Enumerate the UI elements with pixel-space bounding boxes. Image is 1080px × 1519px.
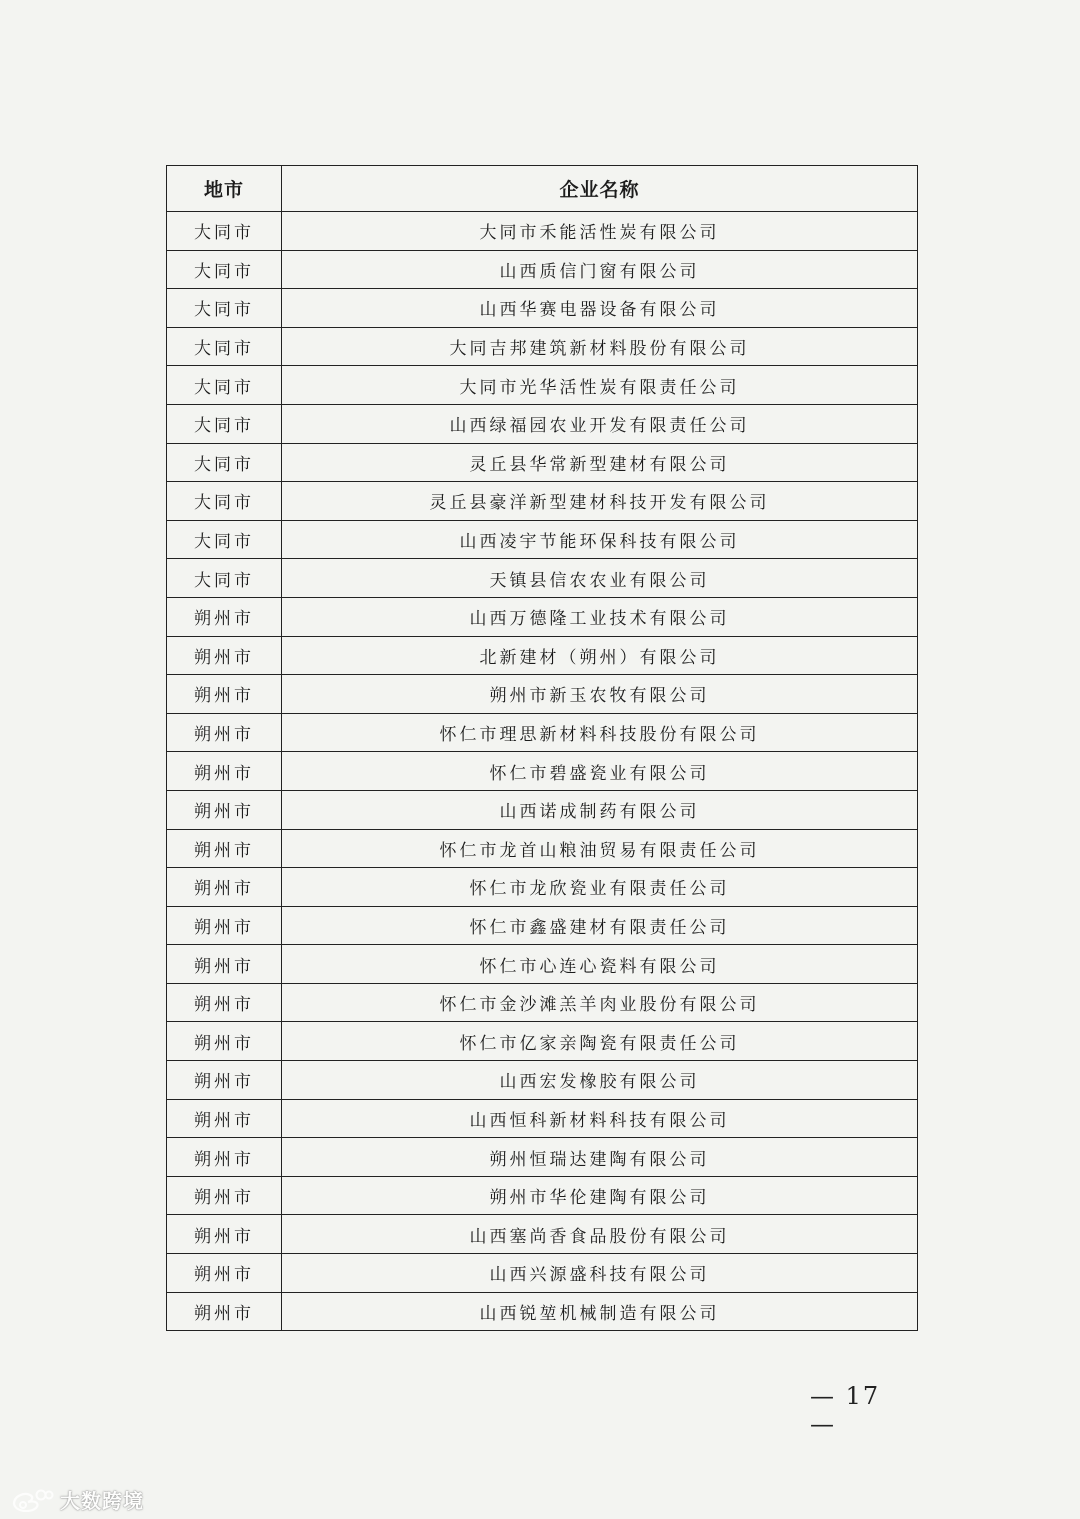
table-row bbox=[167, 366, 918, 405]
cell-city: 朔州市 bbox=[167, 945, 282, 984]
table-row bbox=[167, 1215, 918, 1254]
table-row bbox=[167, 983, 918, 1022]
cell-company: 朔州市华伦建陶有限公司 bbox=[282, 1176, 918, 1215]
cell-company: 山西锐堃机械制造有限公司 bbox=[282, 1292, 918, 1331]
cell-city: 朔州市 bbox=[167, 597, 282, 636]
cell-company: 灵丘县华常新型建材有限公司 bbox=[282, 443, 918, 482]
table-body bbox=[167, 212, 918, 1331]
cell-city: 朔州市 bbox=[167, 1176, 282, 1215]
cell-city: 朔州市 bbox=[167, 1215, 282, 1254]
cell-company: 山西诺成制药有限公司 bbox=[282, 790, 918, 829]
table-row bbox=[167, 404, 918, 443]
cell-company: 朔州市新玉农牧有限公司 bbox=[282, 675, 918, 714]
table-row bbox=[167, 1292, 918, 1331]
table-row bbox=[167, 250, 918, 289]
cell-company: 怀仁市龙欣瓷业有限责任公司 bbox=[282, 868, 918, 907]
table-row bbox=[167, 1022, 918, 1061]
cell-city: 朔州市 bbox=[167, 752, 282, 791]
cell-company: 怀仁市金沙滩羔羊肉业股份有限公司 bbox=[282, 983, 918, 1022]
table-row bbox=[167, 1099, 918, 1138]
cell-company: 山西绿福园农业开发有限责任公司 bbox=[282, 404, 918, 443]
cell-city: 朔州市 bbox=[167, 713, 282, 752]
cell-company: 山西华赛电器设备有限公司 bbox=[282, 289, 918, 328]
cell-city: 大同市 bbox=[167, 559, 282, 598]
cell-city: 大同市 bbox=[167, 443, 282, 482]
table-row bbox=[167, 829, 918, 868]
table-row bbox=[167, 1061, 918, 1100]
cell-city: 朔州市 bbox=[167, 829, 282, 868]
cell-company: 山西质信门窗有限公司 bbox=[282, 250, 918, 289]
weibo-logo-icon bbox=[10, 1486, 54, 1512]
table-row bbox=[167, 1254, 918, 1293]
header-city: 地市 bbox=[167, 166, 282, 212]
cell-city: 朔州市 bbox=[167, 1292, 282, 1331]
cell-company: 怀仁市理思新材料科技股份有限公司 bbox=[282, 713, 918, 752]
cell-company: 大同市光华活性炭有限责任公司 bbox=[282, 366, 918, 405]
cell-city: 大同市 bbox=[167, 327, 282, 366]
table-row bbox=[167, 520, 918, 559]
table-row bbox=[167, 212, 918, 251]
cell-city: 朔州市 bbox=[167, 1138, 282, 1177]
cell-city: 大同市 bbox=[167, 404, 282, 443]
cell-company: 天镇县信农农业有限公司 bbox=[282, 559, 918, 598]
cell-company: 大同吉邦建筑新材料股份有限公司 bbox=[282, 327, 918, 366]
cell-city: 朔州市 bbox=[167, 1254, 282, 1293]
cell-city: 朔州市 bbox=[167, 868, 282, 907]
table-row bbox=[167, 636, 918, 675]
cell-city: 大同市 bbox=[167, 212, 282, 251]
cell-city: 大同市 bbox=[167, 366, 282, 405]
cell-city: 朔州市 bbox=[167, 1099, 282, 1138]
cell-company: 山西兴源盛科技有限公司 bbox=[282, 1254, 918, 1293]
table-header-row bbox=[167, 166, 918, 212]
cell-city: 朔州市 bbox=[167, 790, 282, 829]
cell-company: 灵丘县豪洋新型建材科技开发有限公司 bbox=[282, 482, 918, 521]
cell-company: 朔州恒瑞达建陶有限公司 bbox=[282, 1138, 918, 1177]
cell-company: 怀仁市碧盛瓷业有限公司 bbox=[282, 752, 918, 791]
cell-company: 怀仁市鑫盛建材有限责任公司 bbox=[282, 906, 918, 945]
cell-company: 怀仁市心连心瓷料有限公司 bbox=[282, 945, 918, 984]
table-row bbox=[167, 752, 918, 791]
table-row bbox=[167, 945, 918, 984]
watermark bbox=[10, 1483, 144, 1515]
cell-company: 怀仁市龙首山粮油贸易有限责任公司 bbox=[282, 829, 918, 868]
cell-city: 朔州市 bbox=[167, 906, 282, 945]
cell-city: 朔州市 bbox=[167, 1022, 282, 1061]
table-row bbox=[167, 327, 918, 366]
cell-company: 山西宏发橡胶有限公司 bbox=[282, 1061, 918, 1100]
table-row bbox=[167, 597, 918, 636]
page-number: — 17 — bbox=[810, 1382, 881, 1438]
cell-city: 朔州市 bbox=[167, 675, 282, 714]
table-row bbox=[167, 289, 918, 328]
cell-city: 大同市 bbox=[167, 482, 282, 521]
cell-company: 山西凌宇节能环保科技有限公司 bbox=[282, 520, 918, 559]
table-row bbox=[167, 868, 918, 907]
cell-company: 山西塞尚香食品股份有限公司 bbox=[282, 1215, 918, 1254]
company-list-table bbox=[166, 165, 918, 1331]
header-company: 企业名称 bbox=[282, 166, 918, 212]
table-row bbox=[167, 1176, 918, 1215]
table-row bbox=[167, 482, 918, 521]
cell-company: 北新建材（朔州）有限公司 bbox=[282, 636, 918, 675]
cell-city: 朔州市 bbox=[167, 636, 282, 675]
cell-company: 山西恒科新材料科技有限公司 bbox=[282, 1099, 918, 1138]
cell-city: 朔州市 bbox=[167, 1061, 282, 1100]
cell-company: 山西万德隆工业技术有限公司 bbox=[282, 597, 918, 636]
cell-city: 朔州市 bbox=[167, 983, 282, 1022]
cell-city: 大同市 bbox=[167, 520, 282, 559]
cell-city: 大同市 bbox=[167, 289, 282, 328]
table-row bbox=[167, 559, 918, 598]
cell-city: 大同市 bbox=[167, 250, 282, 289]
table-row bbox=[167, 443, 918, 482]
table-row bbox=[167, 790, 918, 829]
table-row bbox=[167, 1138, 918, 1177]
watermark-text: 大数跨境 bbox=[60, 1488, 144, 1513]
table-row bbox=[167, 675, 918, 714]
table-row bbox=[167, 906, 918, 945]
cell-company: 怀仁市亿家亲陶瓷有限责任公司 bbox=[282, 1022, 918, 1061]
table-row bbox=[167, 713, 918, 752]
cell-company: 大同市禾能活性炭有限公司 bbox=[282, 212, 918, 251]
